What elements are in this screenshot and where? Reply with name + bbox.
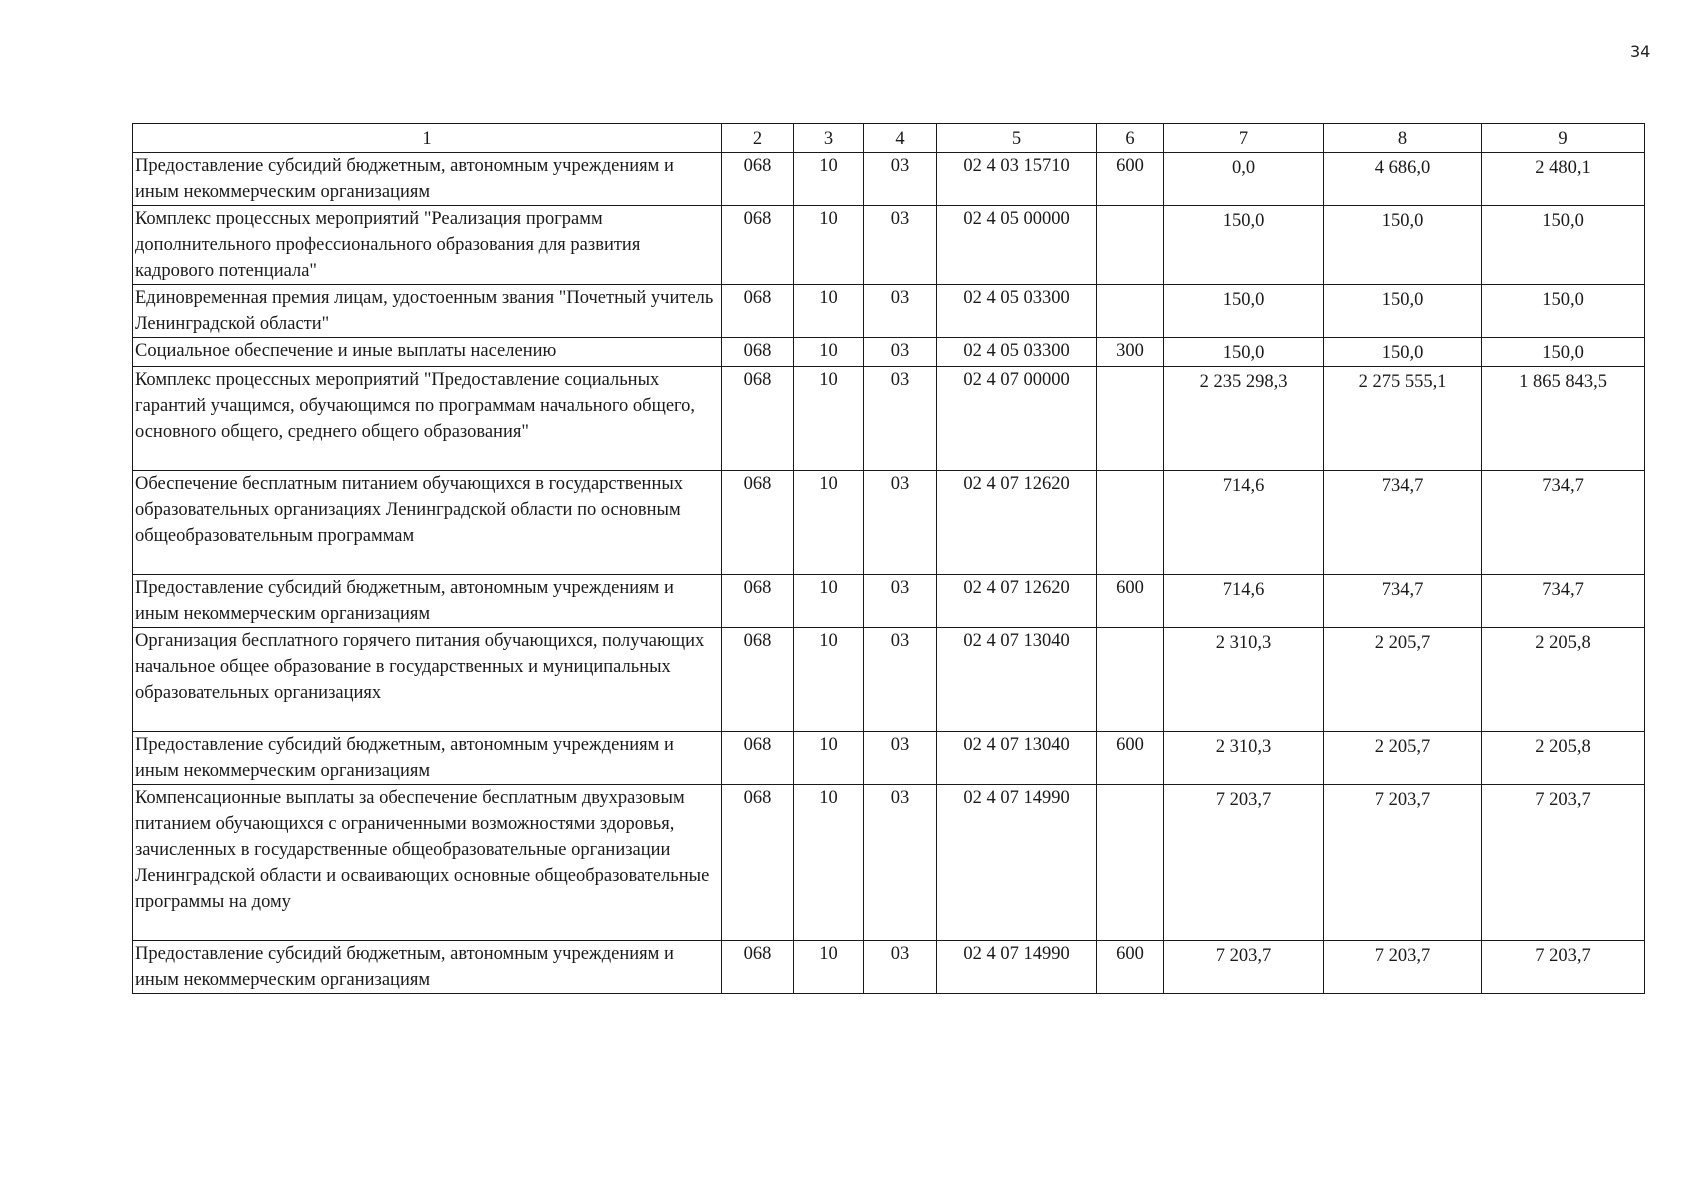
cell-target-code: 02 4 07 13040 — [937, 732, 1097, 785]
cell-subsection: 03 — [864, 575, 937, 628]
cell-subsection: 03 — [864, 785, 937, 941]
cell-section: 10 — [794, 575, 864, 628]
cell-amount-8: 4 686,0 — [1324, 153, 1482, 206]
cell-amount-9: 150,0 — [1482, 285, 1645, 338]
cell-expense-type: 300 — [1097, 338, 1164, 367]
cell-ministry: 068 — [722, 153, 794, 206]
cell-amount-9: 1 865 843,5 — [1482, 367, 1645, 471]
header-cell-8: 8 — [1324, 124, 1482, 153]
cell-expense-type: 600 — [1097, 575, 1164, 628]
cell-amount-9: 2 205,8 — [1482, 732, 1645, 785]
cell-amount-9: 150,0 — [1482, 206, 1645, 285]
cell-ministry: 068 — [722, 206, 794, 285]
cell-subsection: 03 — [864, 153, 937, 206]
row-name: Комплекс процессных мероприятий "Предоставление социальных гарантий учащимся, обучающимся по программам начального общего, основного общего, среднего общего образования" — [133, 367, 722, 471]
cell-target-code: 02 4 07 12620 — [937, 575, 1097, 628]
cell-subsection: 03 — [864, 367, 937, 471]
cell-amount-7: 150,0 — [1164, 338, 1324, 367]
table-row — [133, 285, 1645, 338]
header-cell-9: 9 — [1482, 124, 1645, 153]
cell-subsection: 03 — [864, 628, 937, 732]
table-row — [133, 338, 1645, 367]
row-name: Организация бесплатного горячего питания обучающихся, получающих начальное общее образование в государственных и муниципальных образовательных организациях — [133, 628, 722, 732]
table-row — [133, 941, 1645, 994]
cell-amount-8: 7 203,7 — [1324, 785, 1482, 941]
cell-amount-8: 150,0 — [1324, 285, 1482, 338]
cell-expense-type — [1097, 471, 1164, 575]
row-name: Единовременная премия лицам, удостоенным звания "Почетный учитель Ленинградской области" — [133, 285, 722, 338]
cell-amount-7: 150,0 — [1164, 285, 1324, 338]
cell-expense-type — [1097, 206, 1164, 285]
cell-amount-8: 150,0 — [1324, 206, 1482, 285]
cell-amount-9: 7 203,7 — [1482, 941, 1645, 994]
header-cell-6: 6 — [1097, 124, 1164, 153]
cell-subsection: 03 — [864, 285, 937, 338]
cell-subsection: 03 — [864, 206, 937, 285]
cell-amount-8: 150,0 — [1324, 338, 1482, 367]
cell-subsection: 03 — [864, 941, 937, 994]
cell-amount-9: 2 480,1 — [1482, 153, 1645, 206]
cell-amount-9: 150,0 — [1482, 338, 1645, 367]
cell-ministry: 068 — [722, 367, 794, 471]
cell-subsection: 03 — [864, 338, 937, 367]
header-cell-3: 3 — [794, 124, 864, 153]
row-name: Обеспечение бесплатным питанием обучающихся в государственных образовательных организациях Ленинградской области по основным общеобразовательным программам — [133, 471, 722, 575]
table-row — [133, 628, 1645, 732]
header-cell-1: 1 — [133, 124, 722, 153]
cell-amount-7: 714,6 — [1164, 575, 1324, 628]
cell-section: 10 — [794, 367, 864, 471]
cell-expense-type — [1097, 785, 1164, 941]
cell-amount-7: 7 203,7 — [1164, 785, 1324, 941]
cell-amount-8: 7 203,7 — [1324, 941, 1482, 994]
table-row — [133, 206, 1645, 285]
cell-expense-type: 600 — [1097, 732, 1164, 785]
row-name: Предоставление субсидий бюджетным, автономным учреждениям и иным некоммерческим организациям — [133, 732, 722, 785]
cell-target-code: 02 4 07 13040 — [937, 628, 1097, 732]
row-name: Предоставление субсидий бюджетным, автономным учреждениям и иным некоммерческим организациям — [133, 575, 722, 628]
cell-section: 10 — [794, 732, 864, 785]
cell-section: 10 — [794, 285, 864, 338]
table-row — [133, 367, 1645, 471]
cell-ministry: 068 — [722, 285, 794, 338]
cell-expense-type — [1097, 367, 1164, 471]
page-number: 34 — [1630, 42, 1651, 61]
table-row — [133, 732, 1645, 785]
cell-section: 10 — [794, 628, 864, 732]
cell-amount-7: 7 203,7 — [1164, 941, 1324, 994]
cell-ministry: 068 — [722, 941, 794, 994]
row-name: Компенсационные выплаты за обеспечение бесплатным двухразовым питанием обучающихся с ограниченными возможностями здоровья, зачисленных в государственные общеобразовательные организации Ленинградской области и осваивающих основные общеобразовательные программы на дому — [133, 785, 722, 941]
cell-ministry: 068 — [722, 732, 794, 785]
cell-target-code: 02 4 07 00000 — [937, 367, 1097, 471]
cell-target-code: 02 4 07 14990 — [937, 941, 1097, 994]
cell-amount-7: 2 310,3 — [1164, 732, 1324, 785]
row-name: Социальное обеспечение и иные выплаты населению — [133, 338, 722, 367]
table-row — [133, 785, 1645, 941]
cell-amount-7: 714,6 — [1164, 471, 1324, 575]
header-cell-2: 2 — [722, 124, 794, 153]
cell-amount-7: 0,0 — [1164, 153, 1324, 206]
cell-amount-9: 7 203,7 — [1482, 785, 1645, 941]
cell-ministry: 068 — [722, 575, 794, 628]
cell-expense-type — [1097, 285, 1164, 338]
cell-amount-9: 734,7 — [1482, 575, 1645, 628]
cell-amount-8: 2 275 555,1 — [1324, 367, 1482, 471]
cell-ministry: 068 — [722, 471, 794, 575]
cell-ministry: 068 — [722, 338, 794, 367]
cell-amount-7: 2 310,3 — [1164, 628, 1324, 732]
cell-section: 10 — [794, 206, 864, 285]
cell-target-code: 02 4 07 12620 — [937, 471, 1097, 575]
header-row — [133, 124, 1645, 153]
cell-expense-type — [1097, 628, 1164, 732]
row-name: Предоставление субсидий бюджетным, автономным учреждениям и иным некоммерческим организациям — [133, 941, 722, 994]
row-name: Комплекс процессных мероприятий "Реализация программ дополнительного профессионального образования для развития кадрового потенциала" — [133, 206, 722, 285]
cell-target-code: 02 4 05 00000 — [937, 206, 1097, 285]
cell-expense-type: 600 — [1097, 941, 1164, 994]
cell-section: 10 — [794, 785, 864, 941]
cell-amount-8: 734,7 — [1324, 471, 1482, 575]
cell-section: 10 — [794, 941, 864, 994]
cell-amount-8: 734,7 — [1324, 575, 1482, 628]
cell-target-code: 02 4 05 03300 — [937, 338, 1097, 367]
table-row — [133, 471, 1645, 575]
cell-section: 10 — [794, 338, 864, 367]
header-cell-7: 7 — [1164, 124, 1324, 153]
cell-amount-8: 2 205,7 — [1324, 628, 1482, 732]
cell-ministry: 068 — [722, 628, 794, 732]
table-row — [133, 575, 1645, 628]
cell-target-code: 02 4 07 14990 — [937, 785, 1097, 941]
budget-table-wrapper — [132, 123, 1644, 994]
cell-target-code: 02 4 03 15710 — [937, 153, 1097, 206]
cell-amount-9: 2 205,8 — [1482, 628, 1645, 732]
cell-target-code: 02 4 05 03300 — [937, 285, 1097, 338]
cell-subsection: 03 — [864, 471, 937, 575]
row-name: Предоставление субсидий бюджетным, автономным учреждениям и иным некоммерческим организациям — [133, 153, 722, 206]
cell-subsection: 03 — [864, 732, 937, 785]
cell-amount-7: 2 235 298,3 — [1164, 367, 1324, 471]
cell-section: 10 — [794, 153, 864, 206]
header-cell-5: 5 — [937, 124, 1097, 153]
cell-amount-9: 734,7 — [1482, 471, 1645, 575]
cell-amount-7: 150,0 — [1164, 206, 1324, 285]
budget-table — [132, 123, 1645, 994]
table-row — [133, 153, 1645, 206]
cell-amount-8: 2 205,7 — [1324, 732, 1482, 785]
cell-expense-type: 600 — [1097, 153, 1164, 206]
cell-ministry: 068 — [722, 785, 794, 941]
header-cell-4: 4 — [864, 124, 937, 153]
cell-section: 10 — [794, 471, 864, 575]
